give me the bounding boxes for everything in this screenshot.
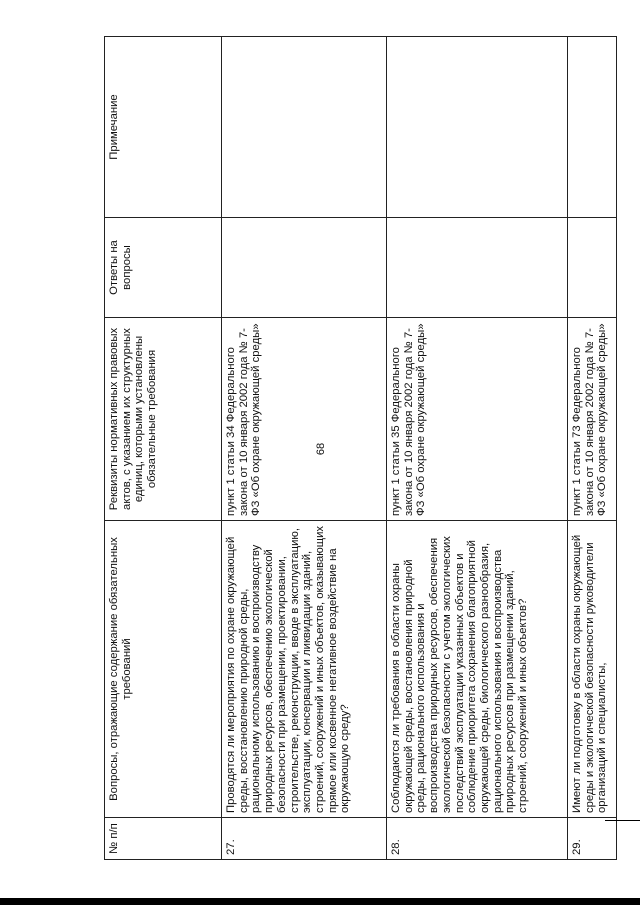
table-header-row xyxy=(105,37,222,860)
row-requisites: пункт 1 статьи 34 Федерального закона от 10 января 2002 года № 7-ФЗ «Об охране окружающей среды» xyxy=(222,318,387,521)
row-question: Соблюдаются ли требования в области охраны окружающей среды, восстановления природной среды, рационального использования и воспроизводства природных ресурсов, обеспечения экологической безопасности с учетом экологических последствий эксплуатации указанных объектов и соблюдение приоритета сохранения благоприятной окружающей среды, биологического разнообразия, рационального использования и воспроизводства природных ресурсов при размещении зданий, строений, сооружений и иных объектов? xyxy=(387,521,568,818)
row-note xyxy=(222,37,387,218)
table-row xyxy=(387,37,568,860)
header-num: № п/п xyxy=(105,818,222,860)
header-requisites: Реквизиты нормативных правовых актов, с указанием их структурных единиц, которыми установлены обязательные требования xyxy=(105,318,222,521)
row-requisites: пункт 1 статьи 35 Федерального закона от 10 января 2002 года № 7-ФЗ «Об охране окружающей среды» xyxy=(387,318,568,521)
row-number: 28. xyxy=(387,818,568,860)
table-row xyxy=(568,37,617,860)
row-question: Имеют ли подготовку в области охраны окружающей среды и экологической безопасности руководители организаций и специалисты, xyxy=(568,521,617,818)
row-note xyxy=(568,37,617,218)
header-answers: Ответы на вопросы xyxy=(105,218,222,318)
table-row xyxy=(222,37,387,860)
requirements-table xyxy=(104,36,617,860)
row-requisites: пункт 1 статьи 73 Федерального закона от 10 января 2002 года № 7-ФЗ «Об охране окружающей среды» xyxy=(568,318,617,521)
header-note: Примечание xyxy=(105,37,222,218)
scan-edge-line xyxy=(605,820,640,821)
scan-bottom-border xyxy=(0,898,640,905)
row-note xyxy=(387,37,568,218)
row-answer xyxy=(387,218,568,318)
row-number: 27. xyxy=(222,818,387,860)
requirements-table-container xyxy=(104,37,616,860)
header-question: Вопросы, отражающие содержание обязательных требований xyxy=(105,521,222,818)
row-answer xyxy=(568,218,617,318)
page-number: 68 xyxy=(315,442,327,456)
row-question: Проводятся ли мероприятия по охране окружающей среды, восстановлению природной среды, рациональному использованию и воспроизводству природных ресурсов, обеспечению экологической безопасности при размещении, проектировании, строительстве, реконструкции, вводе в эксплуатацию, эксплуатации, консервации и ликвидации зданий, строений, сооружений и иных объектов, оказывающих прямое или косвенное негативное воздействие на окружающую среду? xyxy=(222,521,387,818)
row-number: 29. xyxy=(568,818,617,860)
row-answer xyxy=(222,218,387,318)
